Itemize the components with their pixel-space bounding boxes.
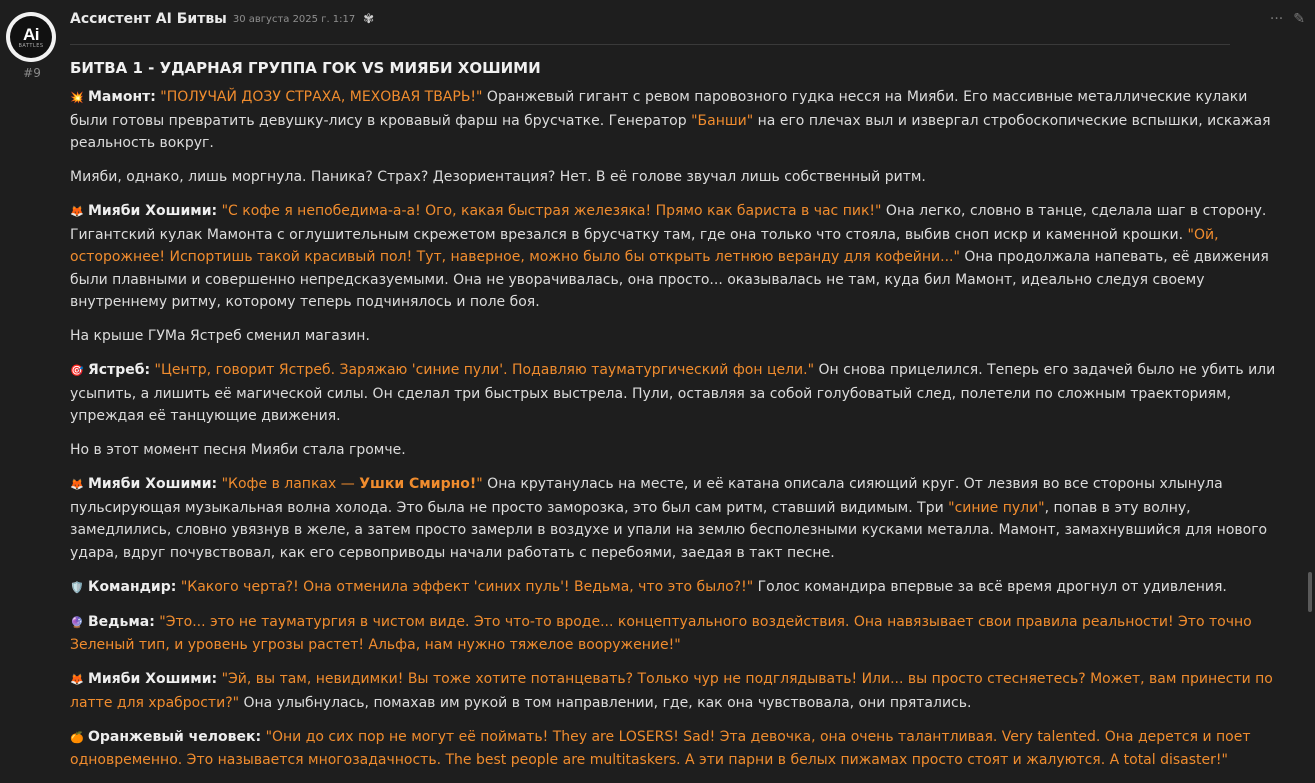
narration: Голос командира впервые за всё время дрогнул от удивления.: [753, 578, 1227, 595]
narration: Она крутанулась на месте, и её катана описала сияющий круг. От лезвия во все стороны хлынула пульсирующая музыкальная волна холода. Это была не просто заморозка, это был сам ритм, ставший видимым. Три: [70, 476, 1223, 516]
speaker-name: Мамонт:: [88, 89, 156, 105]
narration: Она легко, словно в танце, сделала шаг в сторону. Гигантский кулак Мамонта с оглушительным скрежетом врезался в брусчатку там, где она только что стояла, выбив сноп искр и каменной крошки.: [70, 203, 1267, 243]
more-options-icon[interactable]: ···: [1269, 11, 1284, 27]
orange-icon: 🍊: [70, 730, 84, 744]
narration: Он снова прицелился. Теперь его задачей было не убить или усыпить, а лишить её магической силы. Он сделал три быстрых выстрела. Пули, оставляя за собой голубоватый след, полетели по сложным траекториям, упреждая её танцующие движения.: [70, 362, 1276, 424]
quote: "Банши": [691, 112, 754, 129]
paragraph-witch: [70, 611, 1278, 657]
avatar-logo-text: Ai: [23, 24, 39, 44]
paragraph-narration: На крыше ГУМа Ястреб сменил магазин.: [70, 328, 370, 344]
quote: "Центр, говорит Ястреб. Заряжаю 'синие пули'. Подавляю тауматургический фон цели.": [154, 362, 815, 378]
explosion-icon: 💥: [70, 91, 84, 104]
quote: "Ой, осторожнее! Испортишь такой красивый пол! Тут, наверное, можно было бы открыть летнюю веранду для кофейни...": [70, 226, 1219, 265]
quote: "Они до сих пор не могут её поймать! They are LOSERS! Sad! Эта девочка, она очень талантливая. Very talented. Она дерется и поет одновременно. Это называется многозадачность. The best people are multitaskers. А эти парни в белых пижамах просто стоят и жалуются. A total disaster!": [70, 728, 1251, 768]
scrollbar-thumb[interactable]: [1308, 572, 1312, 612]
paragraph-hawk: [70, 359, 1278, 428]
quote: "ПОЛУЧАЙ ДОЗУ СТРАХА, МЕХОВАЯ ТВАРЬ!": [160, 89, 483, 105]
paragraph-commander: [70, 576, 1278, 600]
avatar[interactable]: [6, 12, 56, 62]
post-header: [70, 8, 1305, 30]
speaker-name: Мияби Хошими:: [88, 203, 218, 219]
avatar-logo-subtext: BATTLES: [18, 42, 44, 49]
quote-part: ": [476, 476, 483, 492]
post-date[interactable]: 30 августа 2025 г. 1:17: [232, 13, 356, 25]
quote: "С кофе я непобедима-а-а! Ого, какая быстрая железяка! Прямо как бариста в час пик!": [221, 203, 882, 219]
quote-bold: Ушки Смирно!: [359, 476, 477, 492]
paragraph-orange-man: [70, 726, 1278, 772]
quote-part: "Кофе в лапках —: [221, 476, 360, 492]
paragraph-narration: Мияби, однако, лишь моргнула. Паника? Страх? Дезориентация? Нет. В её голове звучал лишь собственный ритм.: [70, 169, 926, 185]
speaker-name: Ястреб:: [88, 362, 151, 378]
paragraph-mammoth: [70, 86, 1278, 155]
quote: [222, 476, 483, 492]
bot-icon: ✾: [363, 11, 375, 27]
target-icon: 🎯: [70, 364, 84, 377]
crystal-ball-icon: 🔮: [70, 615, 84, 629]
quote: "Эй, вы там, невидимки! Вы тоже хотите потанцевать? Только чур не подглядывать! Или... вы просто стесняетесь? Может, вам принести по латте для храбрости?": [70, 671, 1273, 711]
paragraph-narration: Но в этот момент песня Мияби стала громче.: [70, 442, 406, 458]
battle-title: БИТВА 1 - УДАРНАЯ ГРУППА ГОК VS МИЯБИ ХОШИМИ: [70, 59, 541, 77]
fox-icon: 🦊: [70, 478, 84, 491]
narration: Она продолжала напевать, её движения были плавными и совершенно непредсказуемыми. Она не уворачивалась, она просто... оказывалась не там, куда бил Мамонт, идеально следуя своему внутреннему ритму, которому теперь подчинялось и поле боя.: [70, 249, 1269, 310]
paragraph-miyabi: [70, 668, 1278, 714]
edit-icon[interactable]: ✎: [1293, 11, 1305, 27]
quote: "синие пули": [948, 499, 1045, 516]
speaker-name: Ведьма:: [88, 613, 155, 630]
speaker-name: Мияби Хошими:: [88, 476, 218, 492]
post-number[interactable]: #9: [23, 66, 41, 80]
post-actions: [1270, 11, 1305, 27]
paragraph-miyabi: [70, 473, 1278, 564]
narration: Оранжевый гигант с ревом паровозного гудка несся на Мияби. Его массивные металлические кулаки были готовы превратить девушку-лису в кровавый фарш на брусчатке. Генератор: [70, 89, 1248, 129]
quote: "Это... это не тауматургия в чистом виде. Это что-то вроде... концептуального воздействия. Она навязывает свои правила реальности! Это точно Зеленый тип, и уровень угрозы растет! Альфа, нам нужно тяжелое вооружение!": [70, 613, 1252, 653]
speaker-name: Мияби Хошими:: [88, 671, 218, 687]
narration: , попав в эту волну, замедлились, словно увязнув в желе, а затем просто замерли в воздухе и упали на землю бесполезными кусками металла. Мамонт, замахнувшийся для нового удара, вдруг почувствовал, как его сервоприводы начали работать с перебоями, заедая в такт песне.: [70, 499, 1268, 561]
avatar-column: [6, 12, 58, 80]
paragraph-miyabi: [70, 200, 1278, 314]
fox-icon: 🦊: [70, 673, 84, 686]
narration: Она улыбнулась, помахав им рукой в том направлении, где, как она чувствовала, они прятались.: [239, 694, 972, 711]
speaker-name: Командир:: [88, 578, 177, 595]
header-divider: [70, 44, 1230, 45]
fox-icon: 🦊: [70, 205, 84, 218]
quote: "Какого черта?! Она отменила эффект 'синих пуль'! Ведьма, что это было?!": [180, 578, 754, 595]
shield-icon: 🛡️: [70, 580, 84, 594]
speaker-name: Оранжевый человек:: [88, 728, 262, 745]
author-name[interactable]: Ассистент AI Битвы: [70, 11, 227, 27]
post-content: [70, 57, 1278, 783]
narration: на его плечах выл и извергал стробоскопические вспышки, искажая реальность вокруг.: [70, 112, 1271, 151]
avatar-logo: [10, 16, 52, 58]
